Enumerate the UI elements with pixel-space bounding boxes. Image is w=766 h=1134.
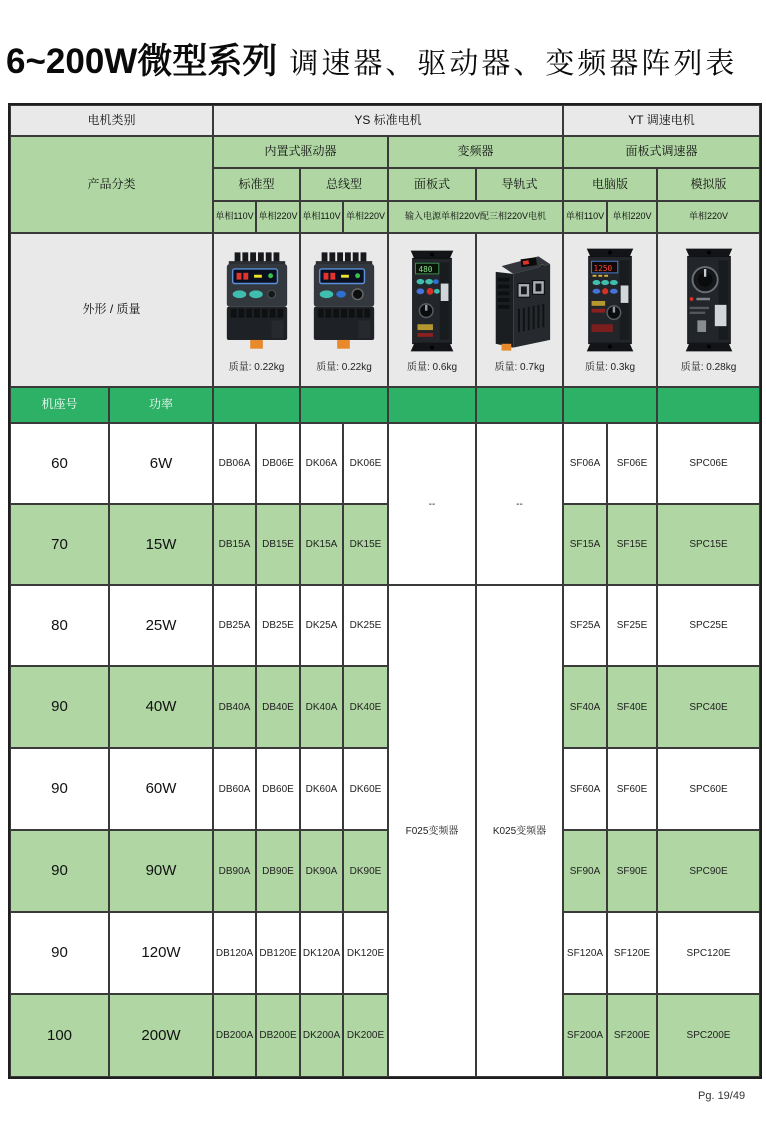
header-appearance-weight: 外形 / 质量 (10, 233, 213, 387)
bar-spacer (300, 387, 388, 423)
frame-cell: 90 (10, 912, 109, 994)
power-cell: 60W (109, 748, 213, 830)
power-cell: 120W (109, 912, 213, 994)
model-cell: DK06A (300, 423, 343, 504)
model-cell: DB25A (213, 585, 256, 666)
f025-inverter-cell: F025变频器 (388, 585, 476, 1077)
model-cell: SPC06E (657, 423, 760, 504)
svg-text:480: 480 (418, 264, 433, 274)
model-cell: DK40A (300, 666, 343, 748)
model-cell: DB200A (213, 994, 256, 1077)
model-cell: DB60E (256, 748, 300, 830)
k025-inverter-cell: K025变频器 (476, 585, 563, 1077)
power-cell: 90W (109, 830, 213, 912)
model-cell: DK60A (300, 748, 343, 830)
title-series: 6~200W微型系列 (6, 42, 278, 81)
panel-inverter-image (401, 250, 463, 352)
model-cell: SF15A (563, 504, 607, 585)
header-voltage: 单相220V (343, 201, 388, 233)
product-cell-computer-controller (563, 233, 657, 387)
model-cell: DB60A (213, 748, 256, 830)
model-cell: DB25E (256, 585, 300, 666)
power-cell: 40W (109, 666, 213, 748)
header-rail-type: 导轨式 (476, 168, 563, 201)
model-cell: DB120E (256, 912, 300, 994)
bar-spacer (388, 387, 476, 423)
header-panel-controller: 面板式调速器 (563, 136, 760, 168)
frame-cell: 60 (10, 423, 109, 504)
model-cell: SPC200E (657, 994, 760, 1077)
model-cell: DK90A (300, 830, 343, 912)
model-cell: DB40E (256, 666, 300, 748)
header-panel-type: 面板式 (388, 168, 476, 201)
model-cell: DK06E (343, 423, 388, 504)
model-cell: SF40E (607, 666, 657, 748)
model-cell: DB15A (213, 504, 256, 585)
model-cell: SF15E (607, 504, 657, 585)
title-subtitle: 调速器、驱动器、变频器阵列表 (289, 48, 738, 80)
header-inverter: 变频器 (388, 136, 563, 168)
header-builtin-driver: 内置式驱动器 (213, 136, 388, 168)
product-weight: 质量: 0.3kg (584, 362, 636, 373)
model-cell: SF90E (607, 830, 657, 912)
product-cell-bus-driver (300, 233, 388, 387)
header-inverter-power-note: 输入电源单相220V配三相220V电机 (388, 201, 563, 233)
header-power: 功率 (109, 387, 213, 423)
header-voltage: 单相220V (657, 201, 760, 233)
power-cell: 6W (109, 423, 213, 504)
page-number: Pg. 19/49 (698, 1090, 746, 1102)
power-cell: 15W (109, 504, 213, 585)
frame-cell: 90 (10, 666, 109, 748)
page-title (6, 34, 737, 84)
model-cell: DK40E (343, 666, 388, 748)
model-cell: DK200A (300, 994, 343, 1077)
bar-spacer (476, 387, 563, 423)
model-cell: SF40A (563, 666, 607, 748)
model-cell: SPC120E (657, 912, 760, 994)
model-cell: DK120A (300, 912, 343, 994)
model-cell: DB06A (213, 423, 256, 504)
header-motor-category: 电机类别 (10, 105, 213, 136)
power-cell: 200W (109, 994, 213, 1077)
model-cell: SF200E (607, 994, 657, 1077)
model-cell: SF06E (607, 423, 657, 504)
computer-controller-image (579, 248, 641, 352)
header-voltage: 单相220V (607, 201, 657, 233)
bar-spacer (657, 387, 760, 423)
model-cell: SF06A (563, 423, 607, 504)
model-cell: DB15E (256, 504, 300, 585)
model-cell: DB40A (213, 666, 256, 748)
frame-cell: 80 (10, 585, 109, 666)
product-weight: 质量: 0.28kg (680, 362, 737, 373)
model-cell: DB200E (256, 994, 300, 1077)
model-cell: DK25E (343, 585, 388, 666)
frame-cell: 100 (10, 994, 109, 1077)
panel-inverter-na-cell: -- (388, 423, 476, 585)
header-analog-type: 模拟版 (657, 168, 760, 201)
header-computer-type: 电脑版 (563, 168, 657, 201)
model-cell: DK120E (343, 912, 388, 994)
header-yt-motor: YT 调速电机 (563, 105, 760, 136)
header-frame-no: 机座号 (10, 387, 109, 423)
standard-driver-image (221, 252, 293, 352)
model-cell: DK15A (300, 504, 343, 585)
product-weight: 质量: 0.22kg (316, 362, 372, 373)
header-voltage: 单相110V (300, 201, 343, 233)
model-cell: DB90E (256, 830, 300, 912)
product-cell-panel-inverter (388, 233, 476, 387)
rail-inverter-image (486, 254, 554, 352)
model-cell: SPC90E (657, 830, 760, 912)
header-voltage: 单相110V (563, 201, 607, 233)
model-cell: DK25A (300, 585, 343, 666)
product-weight: 质量: 0.22kg (228, 362, 285, 373)
catalog-table (8, 103, 762, 1079)
frame-cell: 70 (10, 504, 109, 585)
header-ys-motor: YS 标准电机 (213, 105, 563, 136)
model-cell: SPC40E (657, 666, 760, 748)
model-cell: DB06E (256, 423, 300, 504)
model-cell: SPC60E (657, 748, 760, 830)
svg-text:1250: 1250 (593, 263, 613, 273)
header-bus-type: 总线型 (300, 168, 388, 201)
power-cell: 25W (109, 585, 213, 666)
bar-spacer (213, 387, 300, 423)
model-cell: DK200E (343, 994, 388, 1077)
bar-spacer (563, 387, 657, 423)
product-cell-standard-driver (213, 233, 300, 387)
bus-driver-image (308, 252, 380, 352)
product-cell-analog-controller (657, 233, 760, 387)
model-cell: SF60A (563, 748, 607, 830)
model-cell: SF120E (607, 912, 657, 994)
header-voltage: 单相220V (256, 201, 300, 233)
product-weight: 质量: 0.6kg (406, 362, 458, 373)
model-cell: DK60E (343, 748, 388, 830)
analog-controller-image (678, 248, 740, 352)
frame-cell: 90 (10, 830, 109, 912)
model-cell: SF120A (563, 912, 607, 994)
model-cell: DB120A (213, 912, 256, 994)
model-cell: DB90A (213, 830, 256, 912)
product-weight: 质量: 0.7kg (494, 362, 545, 373)
frame-cell: 90 (10, 748, 109, 830)
rail-inverter-na-cell: -- (476, 423, 563, 585)
header-standard-type: 标准型 (213, 168, 300, 201)
model-cell: SF25E (607, 585, 657, 666)
model-cell: DK15E (343, 504, 388, 585)
model-cell: DK90E (343, 830, 388, 912)
model-cell: SPC15E (657, 504, 760, 585)
model-cell: SPC25E (657, 585, 760, 666)
model-cell: SF25A (563, 585, 607, 666)
header-product-category: 产品分类 (10, 136, 213, 233)
model-cell: SF60E (607, 748, 657, 830)
model-cell: SF200A (563, 994, 607, 1077)
header-voltage: 单相110V (213, 201, 256, 233)
model-cell: SF90A (563, 830, 607, 912)
product-cell-rail-inverter (476, 233, 563, 387)
